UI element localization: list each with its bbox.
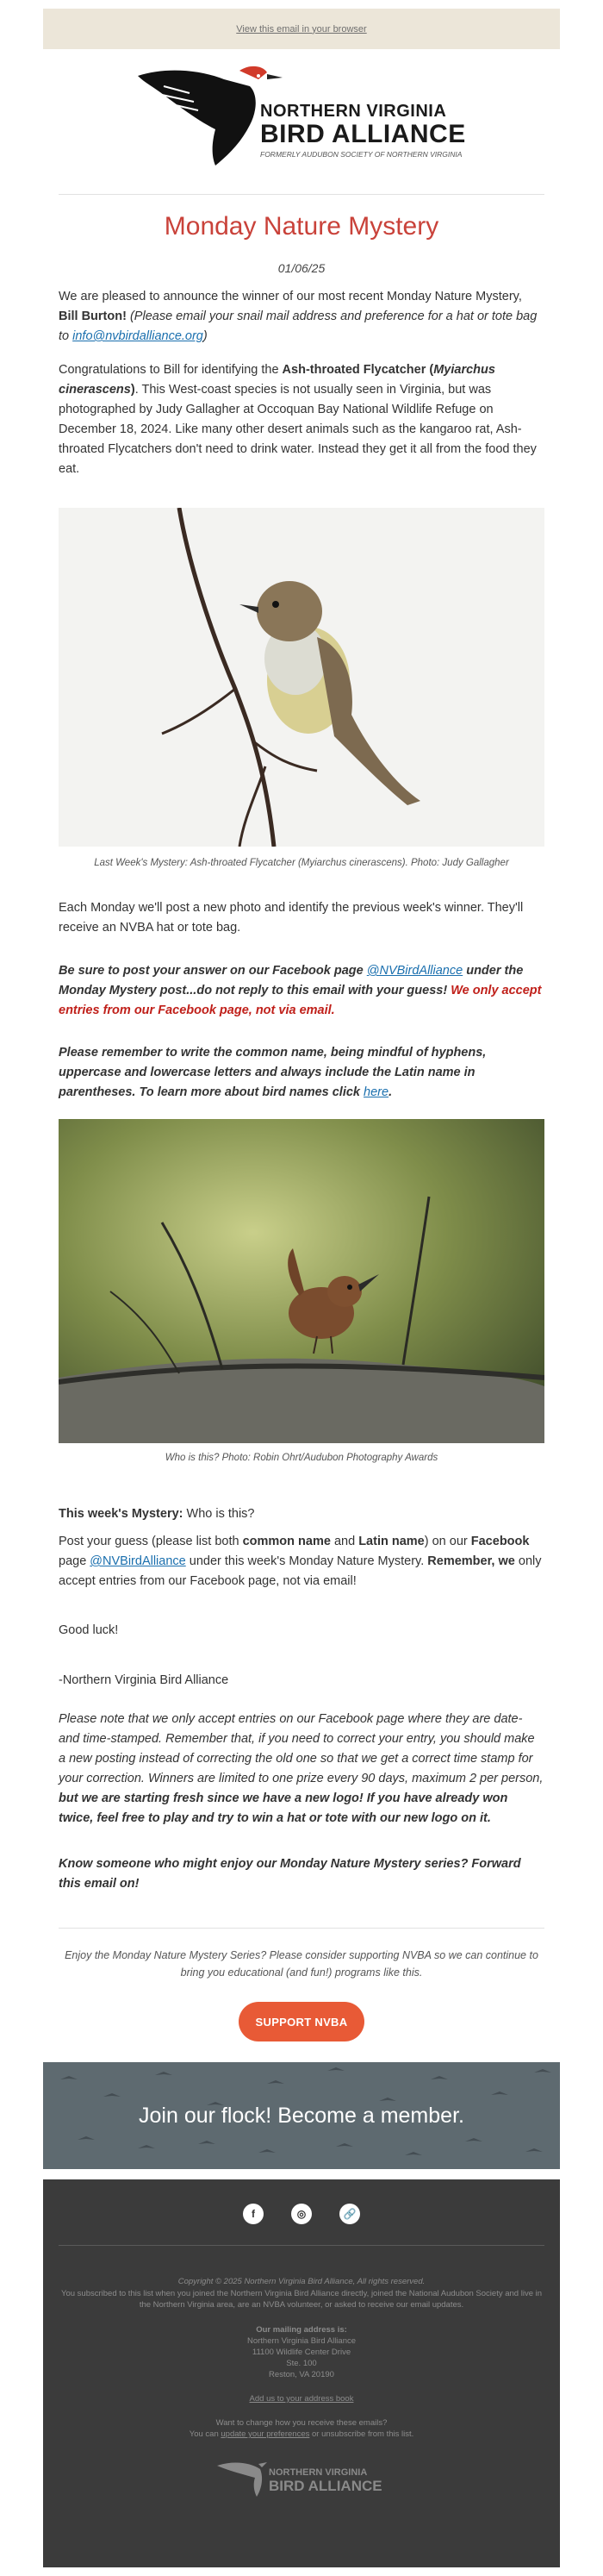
weekly-info: Each Monday we'll post a new photo and identify the previous week's winner. They'll receive an NVBA hat or tote bag.	[59, 901, 524, 935]
identification-text: Congratulations to Bill for identifying the	[59, 363, 279, 377]
issue-date: 01/06/25	[277, 261, 326, 275]
winner-announcement	[59, 287, 544, 347]
unsubscribe-text[interactable]: or unsubscribe from this list.	[312, 2429, 414, 2439]
photo2-caption: Who is this? Photo: Robin Ohrt/Audubon Photography Awards	[165, 1453, 438, 1463]
bird-names-link[interactable]: here	[364, 1085, 389, 1099]
contact-email-link[interactable]: info@nvbirdalliance.org	[72, 329, 203, 343]
support-intro: Enjoy the Monday Nature Mystery Series? Please consider supporting NVBA so we can continue to bring you educational (and fun!) programs like this.	[65, 1949, 538, 1979]
logo-line2: BIRD ALLIANCE	[260, 120, 466, 148]
address-line-3: Ste. 100	[286, 2359, 317, 2368]
photo1-caption: Last Week's Mystery: Ash-throated Flycatcher (Myiarchus cinerascens). Photo: Judy Gallagher	[94, 858, 509, 868]
winner-text: We are pleased to announce the winner of our most recent Monday Nature Mystery,	[59, 290, 522, 303]
divider	[59, 194, 544, 195]
view-in-browser-bar	[43, 9, 560, 49]
logo-line1: NORTHERN VIRGINIA	[260, 102, 447, 121]
address-line-2: 11100 Wildlife Center Drive	[252, 2348, 351, 2357]
guess-and: and	[333, 1535, 356, 1548]
view-in-browser-link[interactable]: View this email in your browser	[236, 23, 367, 34]
forward-prompt: Know someone who might enjoy our Monday Nature Mystery series? Forward this email on!	[59, 1857, 521, 1891]
guess-text-c: under this week's Monday Nature Mystery.	[189, 1554, 425, 1568]
footer-logo-line1: NORTHERN VIRGINIA	[269, 2467, 368, 2478]
identification-paragraph	[59, 360, 544, 479]
guess-instructions	[59, 1532, 544, 1591]
mystery-label: This week's Mystery:	[59, 1507, 183, 1521]
this-weeks-mystery	[59, 1504, 544, 1524]
bird-latin-name: Myiarchus cinerascens	[59, 363, 495, 397]
mystery-bird-photo	[59, 1119, 544, 1443]
guess-page: page	[59, 1554, 87, 1568]
footer	[43, 2179, 560, 2567]
guess-text-b: ) on our	[424, 1535, 468, 1548]
membership-banner[interactable]	[43, 2062, 560, 2169]
good-luck: Good luck!	[59, 1623, 119, 1637]
rules-note-bold: but we are starting fresh since we have a new logo! If you have already won twice, feel free to play and try to win a hat or tote with our new logo on it.	[59, 1791, 508, 1825]
naming-text: Please remember to write the common name, being mindful of hyphens, uppercase and lowercase letters and always include the Latin name in parentheses. To learn more about bird names click	[59, 1046, 487, 1099]
identification-details: . This West-coast species is not usually seen in Virginia, but was photographed by Judy Gallagher at Occoquan Bay National Wildlife Refuge on December 18, 2024. Like many other desert animals such as the kangaroo rat, Ash-throated Flycatchers don't need to drink water. Instead they get it all from the food they eat.	[59, 383, 537, 476]
logo-tagline: FORMERLY AUDUBON SOCIETY OF NORTHERN VIRGINIA	[260, 150, 463, 159]
facebook-icon[interactable]: f	[243, 2204, 264, 2224]
guess-text-d: only accept entries from our Facebook page, not via email!	[59, 1554, 542, 1588]
update-preferences-link[interactable]: update your preferences	[221, 2429, 310, 2439]
signoff: -Northern Virginia Bird Alliance	[59, 1673, 229, 1687]
membership-banner-text: Join our flock! Become a member.	[139, 2103, 464, 2128]
bird-common-name: Ash-throated Flycatcher	[282, 363, 426, 377]
footer-logo-line2: BIRD ALLIANCE	[269, 2478, 382, 2494]
winner-note: (Please email your snail mail address and preference for a hat or tote bag to	[59, 309, 538, 343]
page-title: Monday Nature Mystery	[164, 212, 439, 241]
facebook-handle-link-2[interactable]: @NVBirdAlliance	[90, 1554, 186, 1568]
facebook-only-warning: We only accept entries from our Facebook page, not via email.	[59, 984, 542, 1017]
instructions-text: Be sure to post your answer on our Facebook page	[59, 964, 364, 978]
instagram-icon[interactable]: ◎	[291, 2204, 312, 2224]
copyright: Copyright © 2025 Northern Virginia Bird Alliance, All rights reserved.	[177, 2277, 426, 2286]
paren-open: (	[429, 363, 434, 377]
footer-woodpecker-icon	[215, 2457, 276, 2505]
rules-note	[59, 1710, 544, 1829]
instructions-text-2: under the Monday Mystery post...do not reply to this email with your guess!	[59, 964, 524, 997]
mailing-address-label: Our mailing address is:	[256, 2325, 347, 2335]
rules-note-text: Please note that we only accept entries on our Facebook page where they are date- and time-stamped. Remember that, if you need to correct your entry, you should make a new posting instead of correcting the old one so that we get a correct time stamp for your correction. Winners are limited to one prize every 90 days, maximum 2 per person,	[59, 1712, 544, 1785]
naming-end: .	[389, 1085, 393, 1099]
flycatcher-photo	[59, 508, 544, 847]
guess-text-a: Post your guess (please list both	[59, 1535, 239, 1548]
footer-divider	[59, 2245, 544, 2246]
facebook-handle-link[interactable]: @NVBirdAlliance	[366, 964, 463, 978]
facebook-label: Facebook	[470, 1535, 530, 1548]
preferences-line	[59, 2429, 544, 2440]
winner-note-close: )	[202, 329, 208, 343]
subscription-reason: You subscribed to this list when you joined the Northern Virginia Bird Alliance directly, joined the National Audubon Society and live in the Northern Virginia area, are an NVBA volunteer, or asked to receive our email updates.	[60, 2289, 543, 2310]
footer-logo	[215, 2457, 405, 2509]
nvba-logo[interactable]	[129, 60, 474, 172]
mystery-question: Who is this?	[186, 1507, 255, 1521]
preferences-text-a: You can	[189, 2429, 219, 2439]
naming-guidelines	[59, 1043, 544, 1103]
address-line-4: Reston, VA 20190	[269, 2370, 334, 2379]
remember-label: Remember, we	[427, 1554, 515, 1568]
support-nvba-button[interactable]: SUPPORT NVBA	[239, 2002, 364, 2041]
add-to-address-book-link[interactable]: Add us to your address book	[249, 2394, 354, 2404]
winner-name: Bill Burton!	[59, 309, 127, 323]
change-delivery-text: Want to change how you receive these emails?	[215, 2418, 388, 2428]
divider-2	[59, 1928, 544, 1929]
common-name-label: common name	[242, 1535, 331, 1548]
website-link-icon[interactable]: 🔗	[339, 2204, 360, 2224]
address-line-1: Northern Virginia Bird Alliance	[246, 2336, 357, 2346]
latin-name-label: Latin name	[358, 1535, 425, 1548]
posting-instructions	[59, 961, 544, 1021]
paren-close: )	[130, 383, 135, 397]
